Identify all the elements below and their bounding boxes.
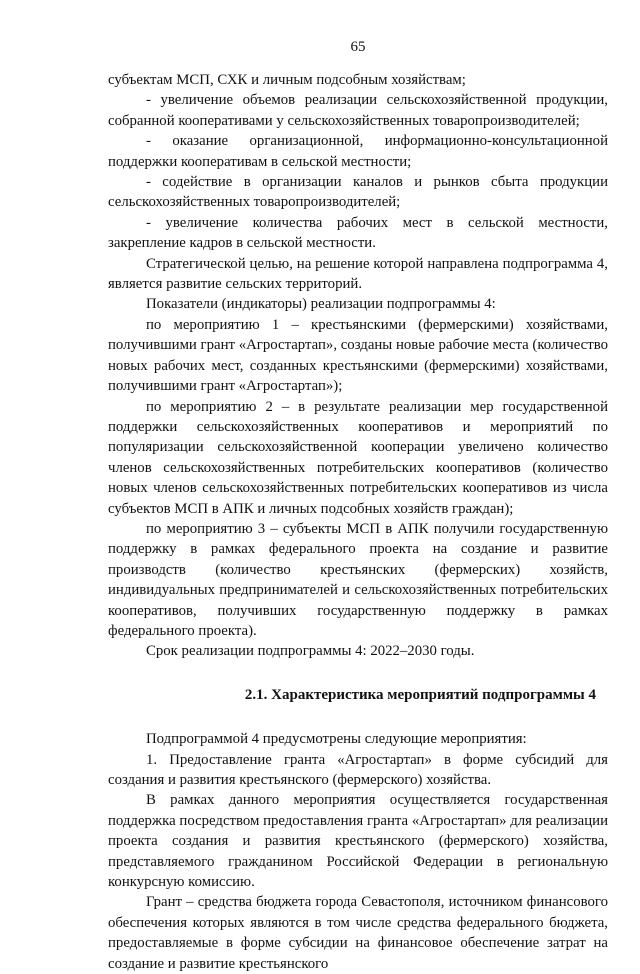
paragraph: 1. Предоставление гранта «Агростартап» в форме субсидий для создания и развития крестьянского (фермерского) хозяйства.	[108, 751, 608, 788]
page-number: 65	[350, 39, 366, 55]
document-body	[108, 70, 608, 974]
paragraph: Подпрограммой 4 предусмотрены следующие мероприятия:	[146, 731, 527, 748]
spacer	[108, 662, 608, 685]
paragraph: - увеличение объемов реализации сельскохозяйственной продукции, собранной кооперативами у сельскохозяйственных товаропроизводителей;	[108, 92, 608, 129]
paragraph: субъектам МСП, СХК и личным подсобным хозяйствам;	[108, 72, 466, 88]
paragraph: Срок реализации подпрограммы 4: 2022–2030 годы.	[146, 643, 475, 660]
paragraph: Показатели (индикаторы) реализации подпрограммы 4:	[146, 296, 496, 313]
paragraph: - увеличение количества рабочих мест в сельской местности, закрепление кадров в сельской местности.	[108, 214, 608, 252]
spacer	[108, 705, 608, 729]
document-page	[108, 0, 608, 972]
paragraph: - содействие в организации каналов и рынков сбыта продукции сельскохозяйственных товаропроизводителей;	[108, 174, 608, 211]
paragraph: по мероприятию 1 – крестьянскими (фермерскими) хозяйствами, получившими грант «Агростартап», созданы новые рабочие места (количество новых рабочих мест, созданных крестьянскими (фермерскими) хозяйствами, получившими грант «Агростартап»);	[108, 316, 608, 395]
section-heading: 2.1. Характеристика мероприятий подпрограммы 4	[244, 686, 596, 703]
paragraph: Стратегической целью, на решение которой направлена подпрограмма 4, является развитие сельских территорий.	[108, 255, 608, 293]
paragraph: - оказание организационной, информационно-консультационной поддержки кооперативам в сельской местности;	[108, 133, 608, 170]
paragraph: В рамках данного мероприятия осуществляется государственная поддержка посредством предоставления гранта «Агростартап» для реализации проекта создания и развития крестьянского (фермерского) хозяйства, представляемого гражданином Российской Федерации в региональную конкурсную комиссию.	[108, 792, 608, 891]
paragraph: по мероприятию 3 – субъекты МСП в АПК получили государственную поддержку в рамках федерального проекта на создание и развитие производств (количество крестьянских (фермерских) хозяйств, индивидуальных предпринимателей и сельскохозяйственных потребительских кооперативов, получивших государственную поддержку в рамках федерального проекта).	[108, 520, 608, 639]
paragraph: Грант – средства бюджета города Севастополя, источником финансового обеспечения которых являются в том числе средства федерального бюджета, предоставляемые в форме субсидии на финансовое обеспечение затрат на создание и развитие крестьянского	[108, 894, 608, 972]
paragraph: по мероприятию 2 – в результате реализации мер государственной поддержки сельскохозяйственных кооперативов и мероприятий по популяризации сельскохозяйственной кооперации увеличено количество членов сельскохозяйственных потребительских кооперативов (количество новых членов сельскохозяйственных потребительских кооперативов из числа субъектов МСП в АПК и личных подсобных хозяйств граждан);	[108, 398, 608, 517]
